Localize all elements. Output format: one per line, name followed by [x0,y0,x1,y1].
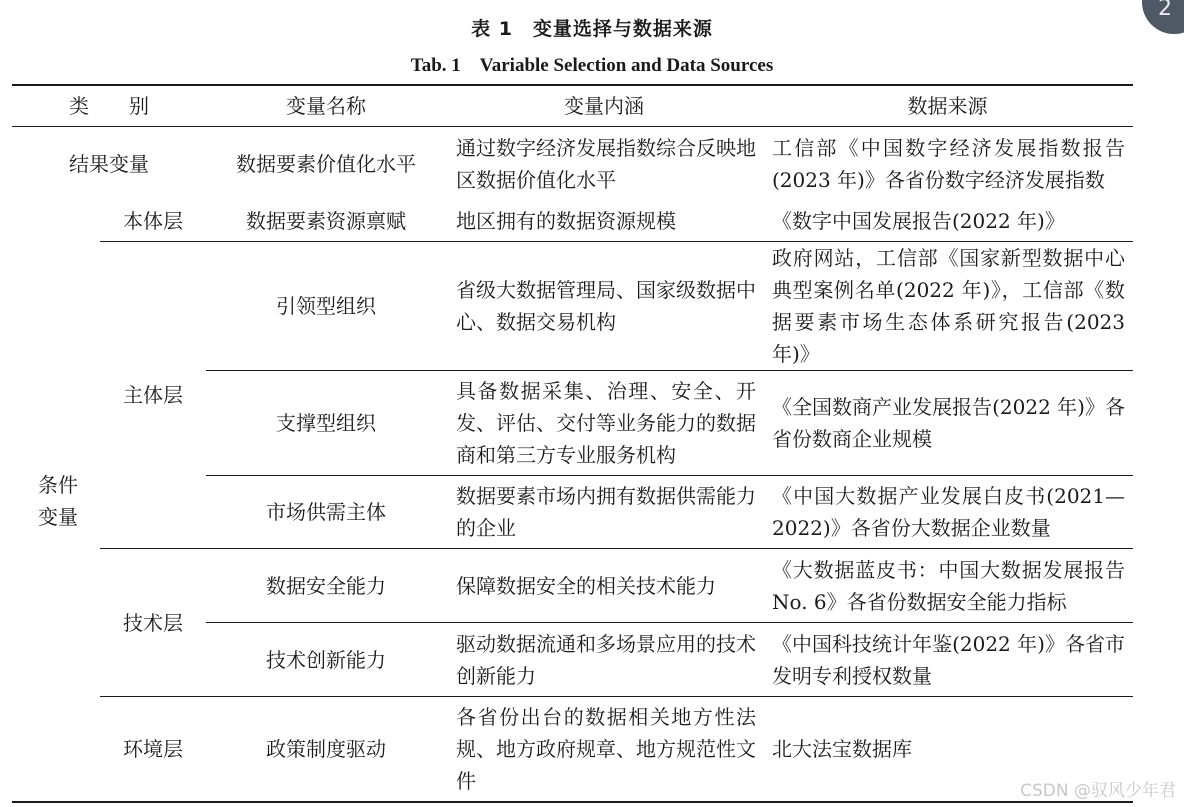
table-row [12,549,1133,623]
definition-cell: 具备数据采集、治理、安全、开发、评估、交付等业务能力的数据商和第三方专业服务机构 [446,371,762,476]
table-row [12,242,1133,371]
definition-cell: 通过数字经济发展指数综合反映地区数据价值化水平 [456,135,756,192]
variable-table [12,84,1133,803]
source-cell: 工信部《中国数字经济发展指数报告(2023 年)》各省份数字经济发展指数 [772,135,1125,192]
definition-cell: 各省份出台的数据相关地方性法规、地方政府规章、地方规范性文件 [446,697,762,802]
variable-name-cell: 政策制度驱动 [206,697,446,802]
column-header-definition: 变量内涵 [446,85,762,127]
source-cell: 《中国科技统计年鉴(2022 年)》各省市发明专利授权数量 [762,623,1133,697]
source-cell: 政府网站，工信部《国家新型数据中心典型案例名单(2022 年)》，工信部《数据要素市场生态体系研究报告(2023 年)》 [762,242,1133,371]
variable-name-cell: 支撑型组织 [206,371,446,476]
source-cell: 《大数据蓝皮书：中国大数据发展报告 No. 6》各省份数据安全能力指标 [762,549,1133,623]
variable-name-cell: 数据要素资源禀赋 [206,201,446,242]
column-header-source: 数据来源 [762,85,1133,127]
variable-name-cell: 市场供需主体 [206,476,446,549]
table-title-chinese: 表 1 变量选择与数据来源 [471,18,713,40]
table-header [12,85,1133,127]
variable-name-cell: 数据要素价值化水平 [236,151,416,176]
variable-name-cell: 技术创新能力 [206,623,446,697]
definition-cell: 数据要素市场内拥有数据供需能力的企业 [446,476,762,549]
source-cell: 《中国大数据产业发展白皮书(2021—2022)》各省份大数据企业数量 [762,476,1133,549]
source-cell: 北大法宝数据库 [762,697,1133,802]
source-cell: 《数字中国发展报告(2022 年)》 [762,201,1133,242]
layer-cell: 主体层 [100,242,206,549]
column-header-category: 类 别 [12,85,206,127]
definition-cell: 省级大数据管理局、国家级数据中心、数据交易机构 [446,242,762,371]
variable-name-cell: 数据安全能力 [206,549,446,623]
table-row [12,201,1133,242]
layer-cell: 本体层 [100,201,206,242]
source-cell: 《全国数商产业发展报告(2022 年)》各省份数商企业规模 [762,371,1133,476]
layer-cell: 环境层 [100,697,206,802]
header-row [12,85,1133,127]
layer-cell: 技术层 [100,549,206,697]
corner-badge-label: 2 [1158,0,1172,21]
column-header-variable-name: 变量名称 [206,85,446,127]
category-condition: 条件 变量 [12,201,100,802]
variable-name-cell: 引领型组织 [206,242,446,371]
definition-cell: 地区拥有的数据资源规模 [446,201,762,242]
definition-cell: 保障数据安全的相关技术能力 [446,549,762,623]
table-body [12,127,1133,802]
watermark: CSDN @驭风少年君 [1020,781,1176,801]
table-title-english: Tab. 1 Variable Selection and Data Sources [410,55,774,76]
table-row [12,697,1133,802]
table-row-outcome [12,127,1133,201]
definition-cell: 驱动数据流通和多场景应用的技术创新能力 [446,623,762,697]
category-outcome: 结果变量 [69,151,149,176]
